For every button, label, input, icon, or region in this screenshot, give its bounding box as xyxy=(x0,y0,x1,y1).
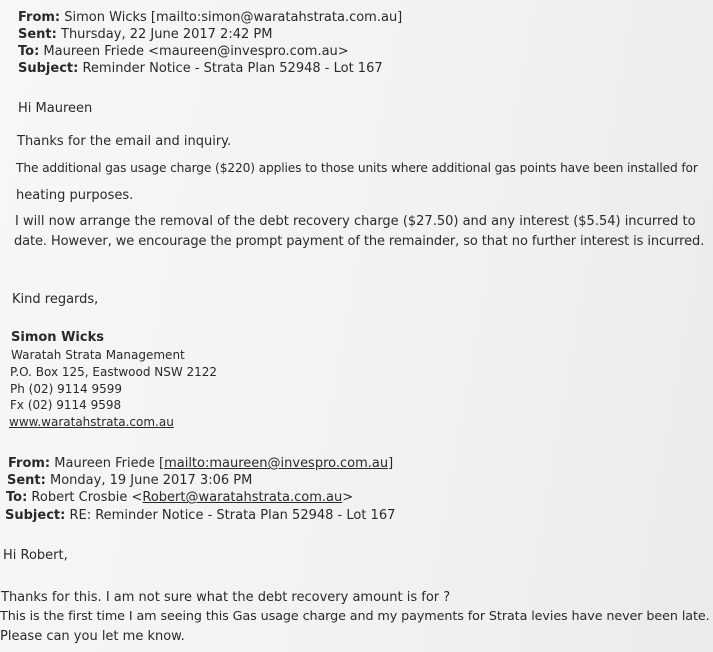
reply-from xyxy=(18,10,402,26)
reply-paragraph-3-line-2: date. However, we encourage the prompt payment of the remainder, so that no further interest is incurred. xyxy=(14,234,705,249)
original-to-end: > xyxy=(342,490,354,505)
original-from xyxy=(8,456,393,472)
original-from-label: From: xyxy=(8,456,51,471)
reply-subject xyxy=(18,61,383,77)
original-from-mailto-link[interactable]: [mailto:maureen@invespro.com.au] xyxy=(159,456,394,471)
reply-subject-value: Reminder Notice - Strata Plan 52948 - Lot 167 xyxy=(82,61,383,76)
original-to-label: To: xyxy=(6,490,28,505)
reply-paragraph-2-line-1: The additional gas usage charge ($220) applies to those units where additional gas points have been installed for xyxy=(16,161,698,175)
reply-from-label: From: xyxy=(18,10,61,25)
original-body-line-1: Thanks for this. I am not sure what the debt recovery amount is for ? xyxy=(1,590,451,605)
reply-paragraph-1: Thanks for the email and inquiry. xyxy=(17,134,232,149)
original-to-name: Robert Crosbie < xyxy=(31,490,143,505)
reply-sent xyxy=(18,27,272,43)
original-subject-value: RE: Reminder Notice - Strata Plan 52948 - Lot 167 xyxy=(69,508,396,523)
original-sent-value: Monday, 19 June 2017 3:06 PM xyxy=(50,473,253,488)
reply-greeting: Hi Maureen xyxy=(18,101,93,116)
original-subject-label: Subject: xyxy=(5,508,66,523)
original-sent-label: Sent: xyxy=(7,473,46,488)
reply-to-label: To: xyxy=(18,44,40,59)
signature-phone: Ph (02) 9114 9599 xyxy=(10,382,122,396)
signature-name: Simon Wicks xyxy=(11,330,104,345)
reply-paragraph-2-line-2: heating purposes. xyxy=(16,188,134,203)
reply-to-value: Maureen Friede <maureen@invespro.com.au> xyxy=(43,44,349,59)
reply-sent-label: Sent: xyxy=(18,27,57,42)
reply-paragraph-3-line-1: I will now arrange the removal of the debt recovery charge ($27.50) and any interest ($5.54) incurred to xyxy=(15,214,696,229)
original-to xyxy=(6,490,353,506)
original-body-line-2: This is the first time I am seeing this Gas usage charge and my payments for Strata levies have never been late. xyxy=(0,609,710,624)
original-body-line-3: Please can you let me know. xyxy=(0,629,185,644)
signature-fax: Fx (02) 9114 9598 xyxy=(10,398,122,412)
signature-address: P.O. Box 125, Eastwood NSW 2122 xyxy=(10,365,218,379)
signature-company: Waratah Strata Management xyxy=(11,348,185,362)
original-subject xyxy=(5,508,395,524)
reply-closing: Kind regards, xyxy=(12,292,99,307)
original-greeting: Hi Robert, xyxy=(3,548,68,563)
original-sent xyxy=(7,473,252,489)
reply-sent-value: Thursday, 22 June 2017 2:42 PM xyxy=(61,27,273,42)
reply-subject-label: Subject: xyxy=(18,61,79,76)
original-from-name: Maureen Friede xyxy=(54,456,159,471)
original-to-email-link[interactable]: Robert@waratahstrata.com.au xyxy=(142,490,343,505)
signature-website-link[interactable]: www.waratahstrata.com.au xyxy=(9,415,174,429)
reply-from-value: Simon Wicks [mailto:simon@waratahstrata.com.au] xyxy=(64,10,403,25)
reply-to xyxy=(18,44,349,60)
